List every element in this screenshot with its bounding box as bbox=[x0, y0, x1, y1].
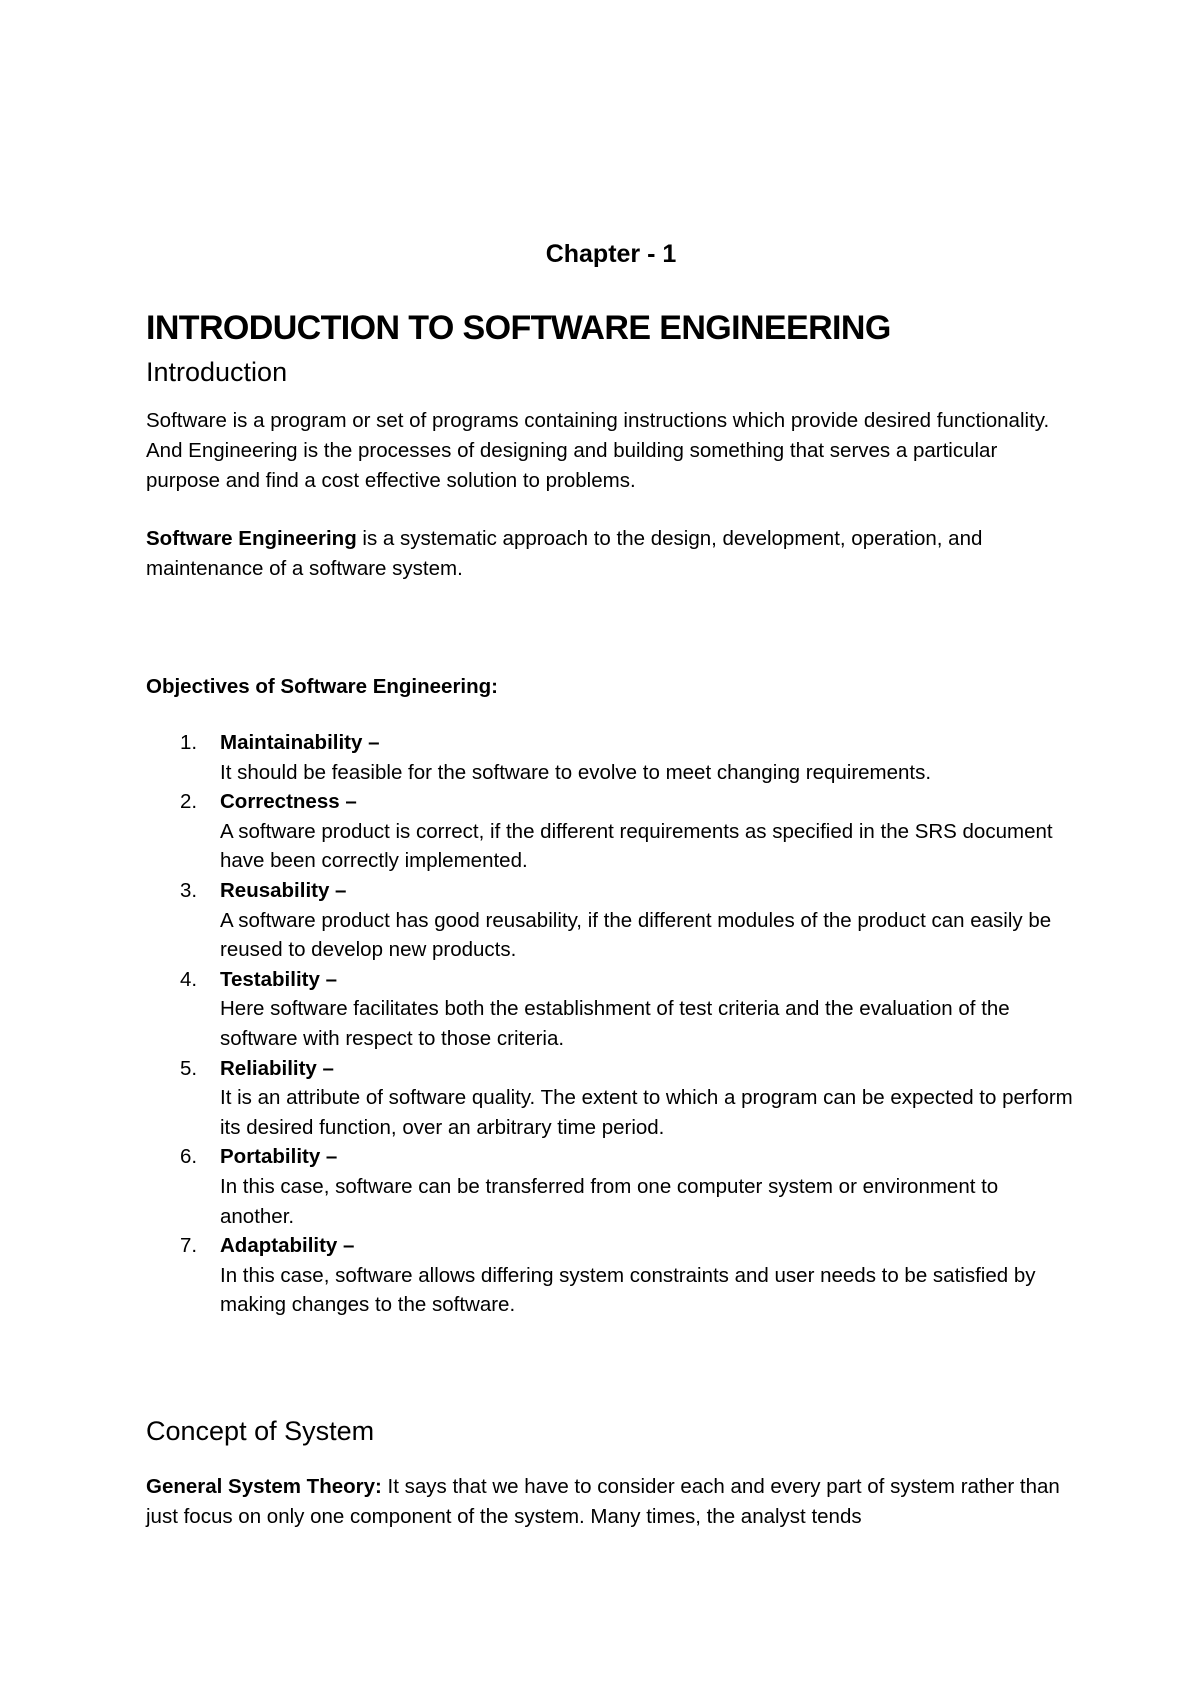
main-title: INTRODUCTION TO SOFTWARE ENGINEERING bbox=[146, 309, 891, 347]
list-item-description: In this case, software can be transferred from one computer system or environment to another. bbox=[220, 1174, 999, 1228]
list-item-title: Reliability – bbox=[220, 1056, 334, 1080]
list-item-title: Adaptability – bbox=[220, 1234, 355, 1258]
list-item-title: Testability – bbox=[220, 967, 337, 991]
general-system-theory-paragraph bbox=[146, 1472, 1076, 1532]
concept-heading: Concept of System bbox=[146, 1415, 375, 1446]
list-item-number: 2. bbox=[180, 790, 198, 814]
list-item-description: It is an attribute of software quality. The extent to which a program can be expected to perform its desired function, over an arbitrary time period. bbox=[220, 1086, 1073, 1139]
list-item-number: 1. bbox=[180, 731, 198, 754]
objectives-list bbox=[146, 728, 1076, 1320]
intro-paragraph: Software is a program or set of programs containing instructions which provide desired functionality. And Engineering is the processes of designing and building something that serves a particular purpose and find a cost effective solution to problems. bbox=[146, 409, 1050, 492]
general-system-theory-text: It says that we have to consider each and every part of system rather than just focus on only one component of the system. Many times, the analyst tends bbox=[146, 1475, 1060, 1529]
list-item-number: 7. bbox=[180, 1234, 198, 1258]
list-item-title: Portability – bbox=[220, 1145, 338, 1169]
list-item-title: Reusability – bbox=[220, 878, 347, 902]
list-item-number: 6. bbox=[180, 1145, 198, 1169]
definition-text: is a systematic approach to the design, development, operation, and maintenance of a software system. bbox=[146, 527, 983, 580]
list-item-description: In this case, software allows differing system constraints and user needs to be satisfied by making changes to the software. bbox=[220, 1263, 1036, 1317]
list-item-title: Maintainability – bbox=[220, 731, 380, 754]
list-item-description: A software product has good reusability, if the different modules of the product can easily be reused to develop new products. bbox=[220, 908, 1052, 962]
intro-heading: Introduction bbox=[146, 357, 288, 387]
chapter-label: Chapter - 1 bbox=[545, 240, 677, 268]
list-item-description: It should be feasible for the software to evolve to meet changing requirements. bbox=[220, 760, 932, 784]
list-item bbox=[146, 1142, 1076, 1231]
list-item-description: A software product is correct, if the different requirements as specified in the SRS document have been correctly implemented. bbox=[220, 819, 1053, 873]
definition-term: Software Engineering bbox=[146, 527, 357, 550]
list-item bbox=[146, 728, 1076, 787]
list-item-number: 4. bbox=[180, 967, 198, 991]
list-item bbox=[146, 965, 1076, 1054]
objectives-heading: Objectives of Software Engineering: bbox=[146, 675, 498, 698]
general-system-theory-term: General System Theory: bbox=[146, 1475, 382, 1499]
definition-paragraph bbox=[146, 524, 1076, 584]
list-item bbox=[146, 1231, 1076, 1320]
list-item-description: Here software facilitates both the establishment of test criteria and the evaluation of the software with respect to those criteria. bbox=[220, 997, 1010, 1050]
list-item bbox=[146, 787, 1076, 876]
list-item-number: 5. bbox=[180, 1056, 198, 1080]
list-item-number: 3. bbox=[180, 878, 198, 902]
list-item bbox=[146, 1054, 1076, 1143]
list-item-title: Correctness – bbox=[220, 790, 357, 814]
list-item bbox=[146, 876, 1076, 965]
page-content bbox=[146, 236, 1076, 1532]
